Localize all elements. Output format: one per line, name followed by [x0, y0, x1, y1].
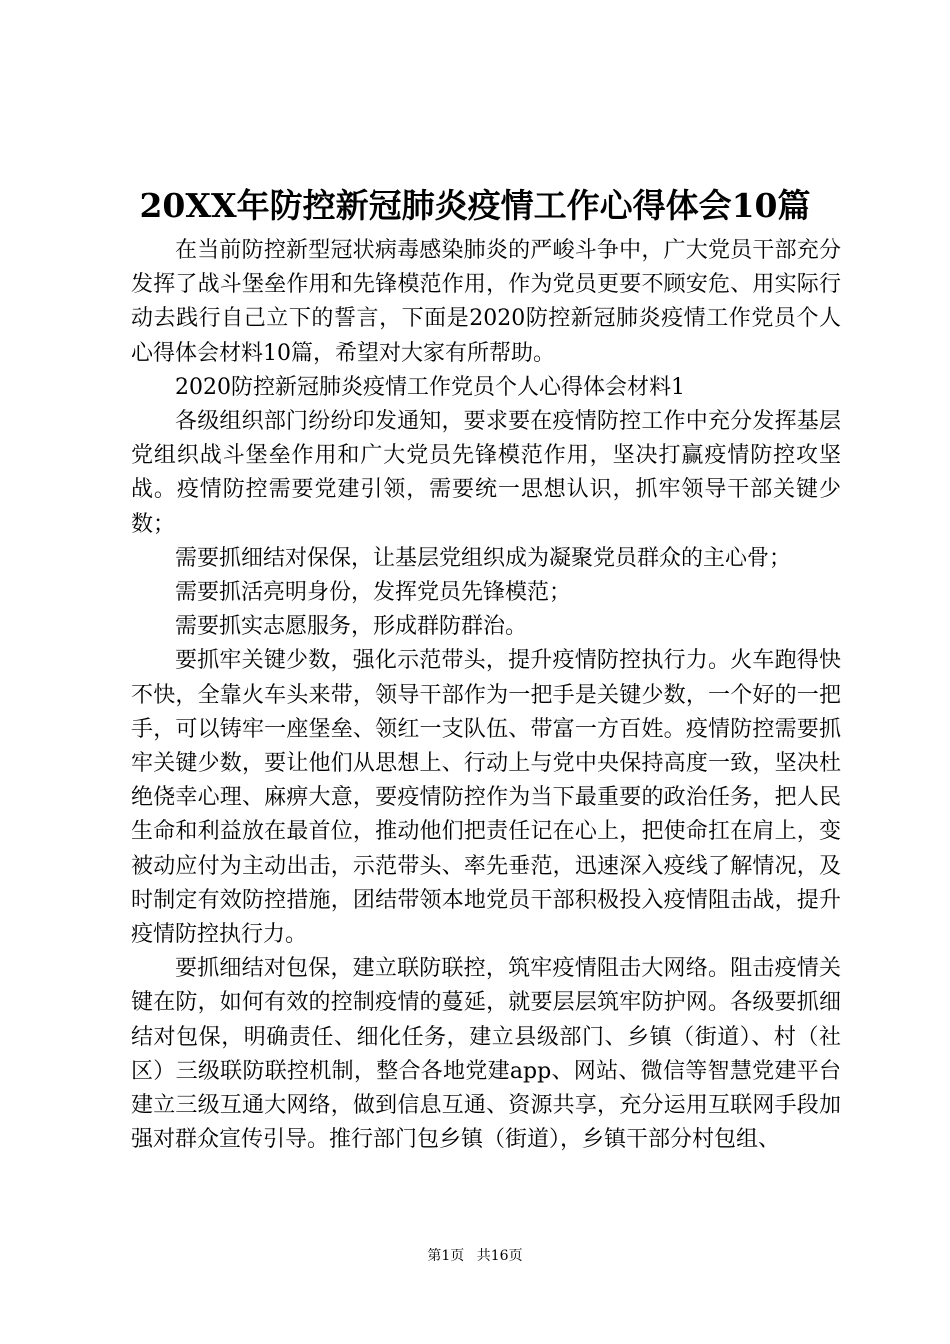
paragraph: 需要抓活亮明身份，发挥党员先锋模范； — [175, 580, 572, 606]
paragraph: 需要抓细结对保保，让基层党组织成为凝聚党员群众的主心骨； — [175, 545, 792, 571]
document-title: 20XX年防控新冠肺炎疫情工作心得体会10篇 — [139, 186, 811, 225]
paragraph: 各级组织部门纷纷印发通知，要求要在疫情防控工作中充分发挥基层党组织战斗堡垒作用和广大党员先锋模范作用，坚决打赢疫情防控攻坚战。疫情防控需要党建引领，需要统一思想认识，抓牢领导干部关键少数； — [131, 409, 841, 537]
page-number: 第1页 — [427, 1248, 465, 1264]
paragraph-section-heading: 2020防控新冠肺炎疫情工作党员个人心得体会材料1 — [175, 374, 685, 400]
document-body — [131, 234, 841, 1157]
paragraph: 要抓细结对包保，建立联防联控，筑牢疫情阻击大网络。阻击疫情关键在防，如何有效的控制疫情的蔓延，就要层层筑牢防护网。各级要抓细结对包保，明确责任、细化任务，建立县级部门、乡镇（街道）、村（社区）三级联防联控机制，整合各地党建app、网站、微信等智慧党建平台建立三级互通大网络，做到信息互通、资源共享，充分运用互联网手段加强对群众宣传引导。推行部门包乡镇（街道），乡镇干部分村包组、 — [131, 956, 841, 1153]
page-total: 共16页 — [476, 1248, 523, 1264]
page-footer — [0, 1246, 950, 1266]
paragraph-intro: 在当前防控新型冠状病毒感染肺炎的严峻斗争中，广大党员干部充分发挥了战斗堡垒作用和先锋模范作用，作为党员更要不顾安危、用实际行动去践行自己立下的誓言，下面是2020防控新冠肺炎疫情工作党员个人心得体会材料10篇，希望对大家有所帮助。 — [131, 238, 841, 366]
paragraph: 要抓牢关键少数，强化示范带头，提升疫情防控执行力。火车跑得快不快，全靠火车头来带，领导干部作为一把手是关键少数，一个好的一把手，可以铸牢一座堡垒、领红一支队伍、带富一方百姓。疫情防控需要抓牢关键少数，要让他们从思想上、行动上与党中央保持高度一致，坚决杜绝侥幸心理、麻痹大意，要疫情防控作为当下最重要的政治任务，把人民生命和利益放在最首位，推动他们把责任记在心上，把使命扛在肩上，变被动应付为主动出击，示范带头、率先垂范，迅速深入疫线了解情况，及时制定有效防控措施，团结带领本地党员干部积极投入疫情阻击战，提升疫情防控执行力。 — [131, 648, 841, 948]
paragraph: 需要抓实志愿服务，形成群防群治。 — [175, 614, 528, 640]
